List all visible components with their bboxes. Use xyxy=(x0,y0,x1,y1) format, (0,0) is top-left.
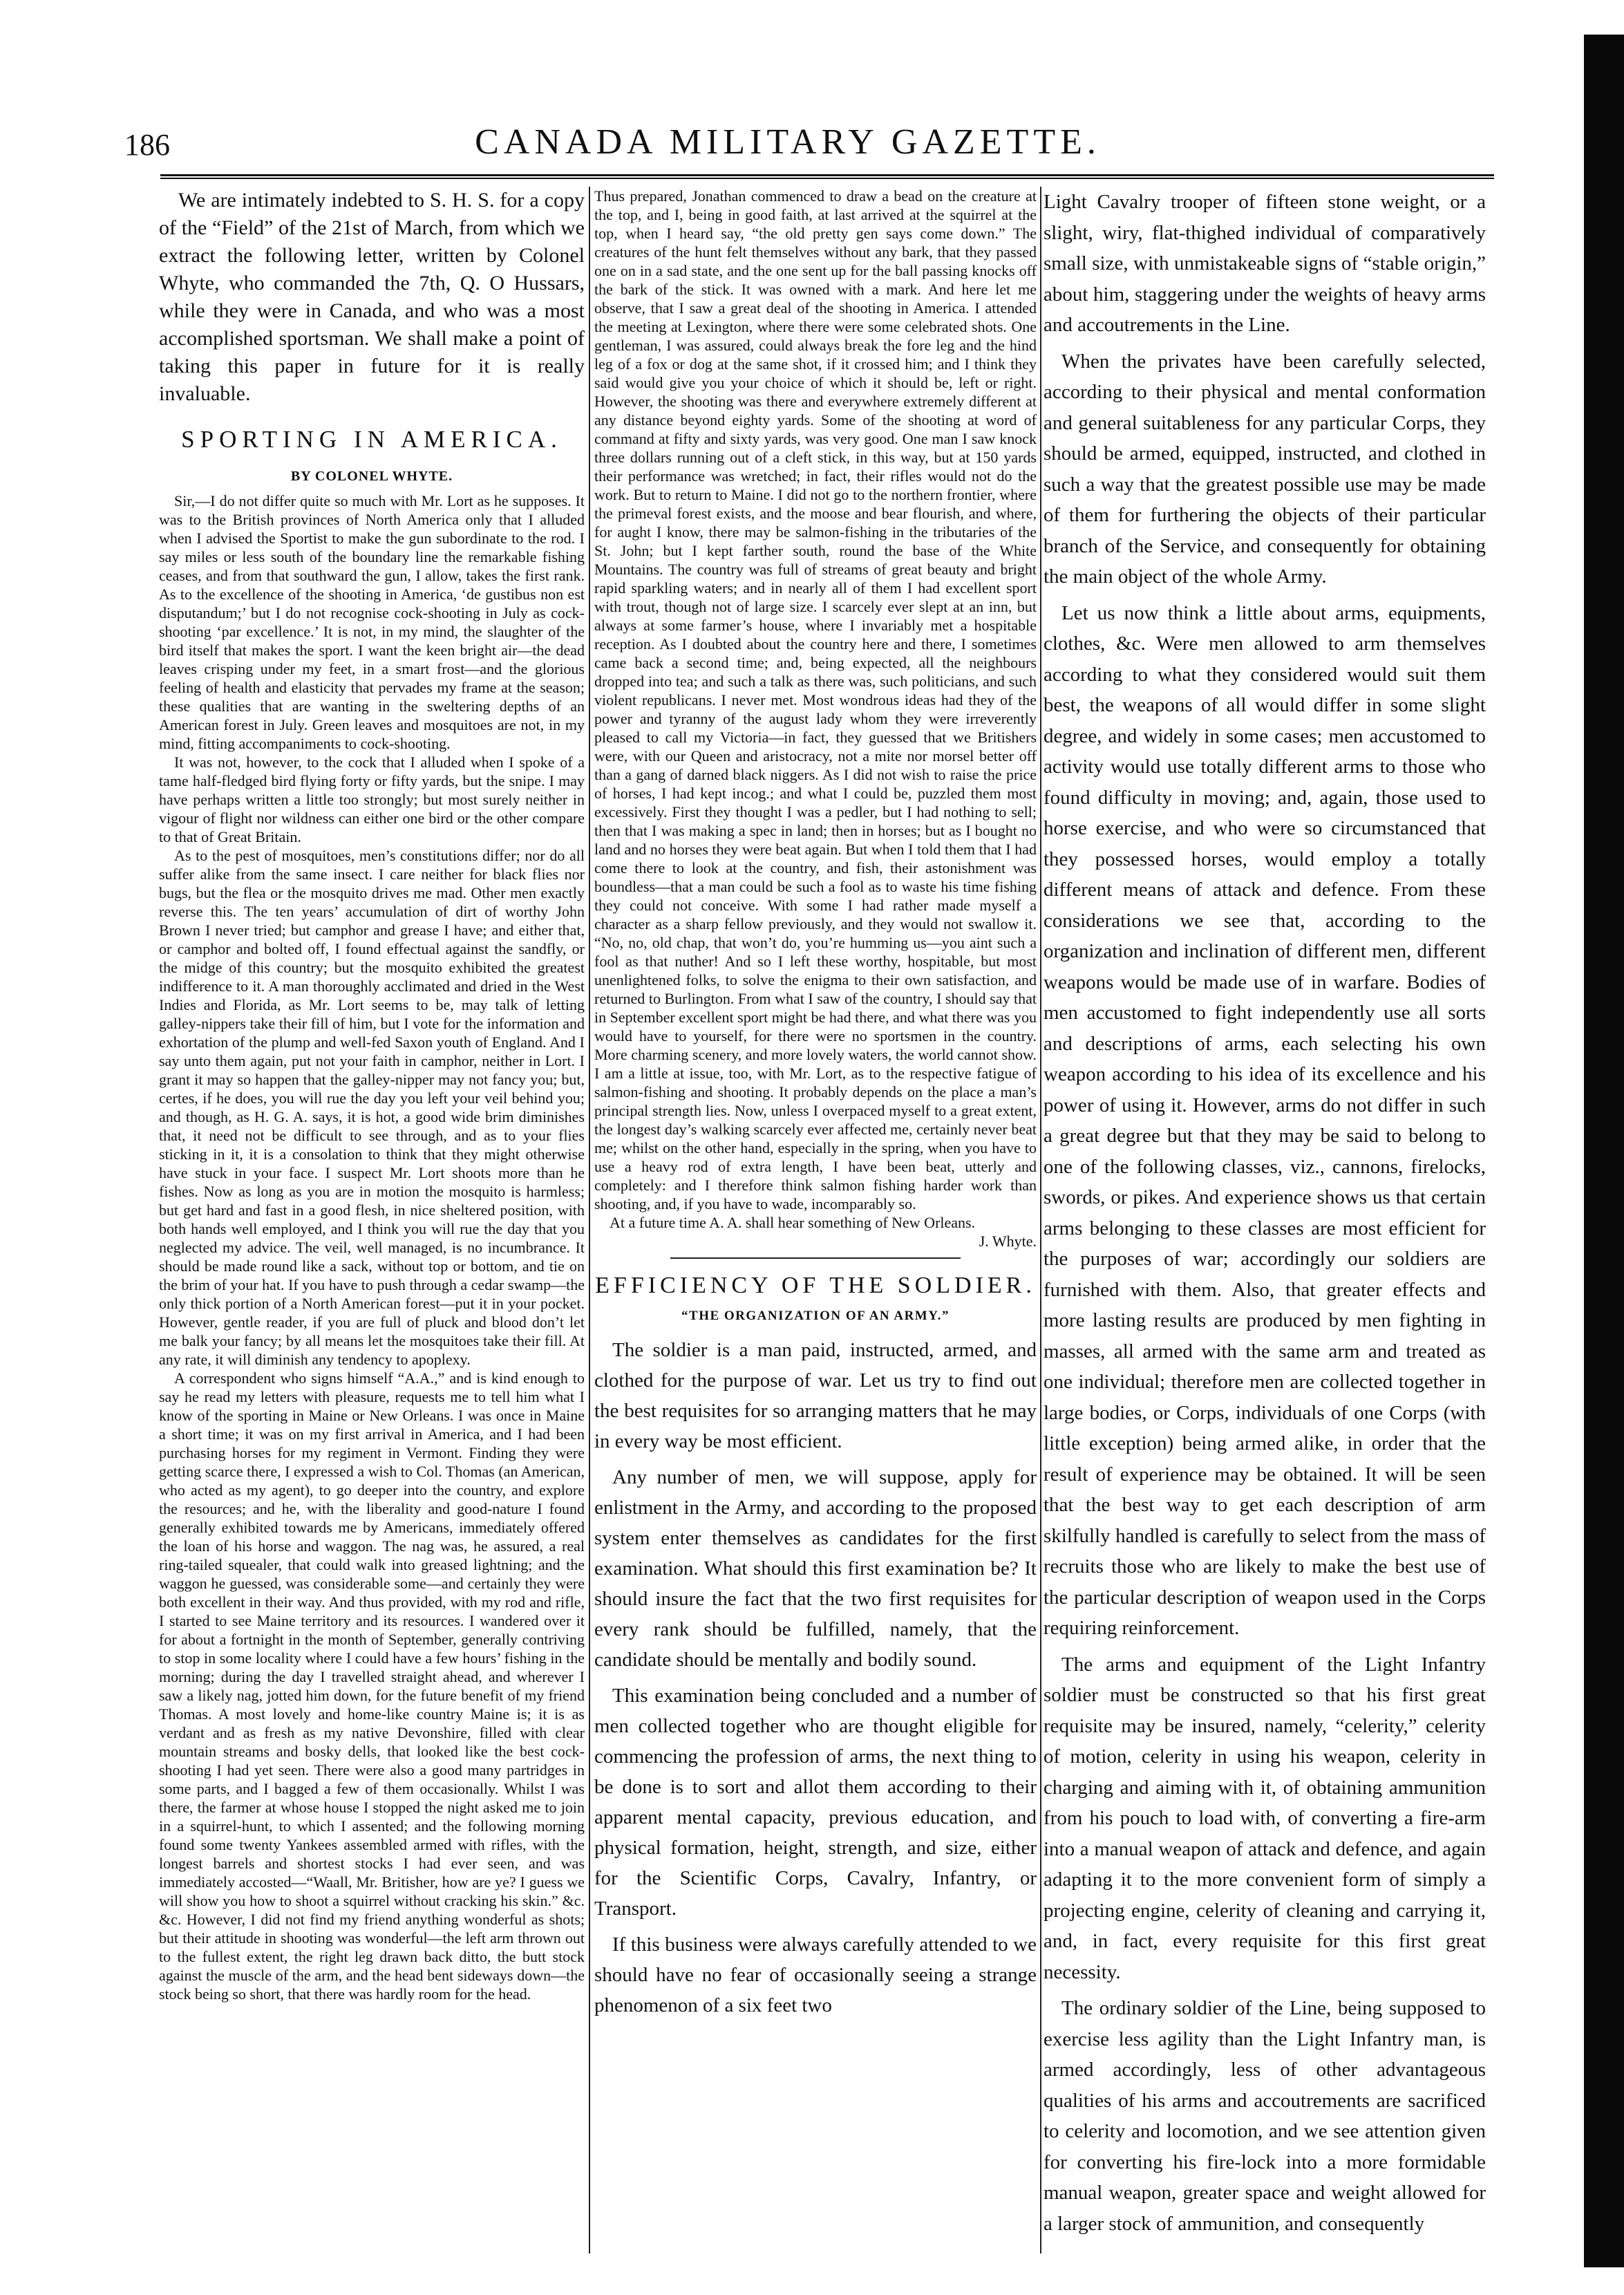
article-paragraph: Sir,—I do not differ quite so much with Mr. Lort as he supposes. It was to the British provinces of North America only that I alluded when I advised the Sportist to make the gun subordinate to the rod. I say miles or less south of the boundary line the remarkable fishing ceases, and from that southward the gun, I allow, takes the first rank. As to the excellence of the shooting in America, ‘de gustibus non est disputandum;’ but I do not recognise cock-shooting in July as cock-shooting ‘par excellence.’ It is not, in my mind, the slaughter of the bird itself that makes the sport. I want the keen bright air—the dead leaves crisping under my feet, in a smart frost—and the glorious feeling of health and elasticity that pervades my frame at the season; these qualities that are wanting in the sweltering depths of an American forest in July. Green leaves and mosquitoes are not, in my mind, fitting accompaniments to cock-shooting. xyxy=(159,492,585,752)
article-title: SPORTING IN AMERICA. xyxy=(181,426,563,453)
essay-paragraph: The soldier is a man paid, instructed, armed, and clothed for the purpose of war. Let us try to find out the best requisites for so arranging matters that he may in every way be most efficient. xyxy=(594,1339,1037,1452)
article-paragraph: As to the pest of mosquitoes, men’s constitutions differ; nor do all suffer alike from the same insect. I care neither for black flies nor bugs, but the flea or the mosquito drives me mad. Other men exactly reverse this. The ten years’ accumulation of dirt of worthy John Brown I never tried; but camphor and grease I have; and either that, or camphor and bolted off, I found effectual against the sandfly, or the midge of this country; but the mosquito exhibited the greatest indifference to it. A man thoroughly acclimated and dried in the West Indies and Florida, as Mr. Lort seems to be, may talk of letting galley-nippers take their fill of him, but I vote for the information and exhortation of the plump and well-fed Saxon youth of England. And I say unto them again, put not your faith in camphor, neither in Lort. I grant it may so happen that the galley-nipper may not fancy you; but, certes, if he does, you will rue the day you left your veil behind you; and though, as H. G. A. says, it is hot, a good wide brim diminishes that, it need not be difficult to see through, and as to your flies sticking in it, it is a consolation to think that they might otherwise have stuck in your face. I suspect Mr. Lort shoots more than he fishes. Now as long as you are in motion the mosquito is harmless; but get hard and fast in a good flesh, in nice sheltered position, with both hands well employed, and I think you will rue the day that you neglected my advice. The veil, well managed, is no incumbrance. It should be made round like a sack, without top or bottom, and tie on the brim of your hat. If you have to push through a cedar swamp—the only thick portion of a North American forest—put it in your pocket. However, gentle reader, if you are full of pluck and blood don’t let me balk your fancy; by all means let the mosquitoes take their fill. At any rate, it will diminish any tendency to apoplexy. xyxy=(159,847,585,1368)
header-rule xyxy=(160,174,1494,179)
section-rule xyxy=(670,1257,961,1259)
intro-paragraph: We are intimately indebted to S. H. S. for a copy of the “Field” of the 21st of March, from which we extract the following letter, written by Colonel Whyte, who commanded the 7th, Q. O Hussars, while they were in Canada, and who was a most accomplished sportsman. We shall make a point of taking this paper in future for it is really invaluable. xyxy=(159,189,585,405)
section-kicker: “THE ORGANIZATION OF AN ARMY.” xyxy=(681,1309,950,1323)
section-title: EFFICIENCY OF THE SOLDIER. xyxy=(595,1273,1036,1298)
column-1 xyxy=(159,187,585,2254)
running-head: CANADA MILITARY GAZETTE. xyxy=(475,122,1101,162)
column-2-continuation xyxy=(594,187,1037,1250)
article-paragraph: A correspondent who signs himself “A.A.,” and is kind enough to say he read my letters with pleasure, requests me to tell him what I know of the sporting in Maine or New Orleans. I was once in Maine a short time; it was on my first arrival in America, and I had been purchasing horses for my regiment in Vermont. Finding they were getting scarce there, I expressed a wish to Col. Thomas (an American, who acted as my agent), to go deeper into the country, and explore the resources; and he, with the liberality and good-nature I found generally exhibited towards me by Americans, immediately offered the loan of his horse and waggon. The nag was, he assured, a real ring-tailed squealer, that could walk into greased lightning; and the waggon he guessed, was considerable some—and certainly they were both excellent in their way. And thus provided, with my rod and rifle, I started to see Maine territory and its resources. I wandered over it for about a fortnight in the month of September, generally contriving to stop in some locality where I could have a few hours’ fishing in the morning; during the day I travelled straight ahead, and wherever I saw a likely nag, jotted him down, for the future benefit of my friend Thomas. A most lovely and home-like country Maine is; it is as verdant and as fresh as my native Devonshire, filled with clear mountain streams and bosky dells, that looked like the best cock-shooting I had yet seen. There were also a good many partridges in some parts, and I bagged a few of them occasionally. Whilst I was there, the farmer at whose house I stopped the night asked me to join in a squirrel-hunt, to which I assented; and the following morning found some twenty Yankees assembled armed with rifles, with the longest barrels and shortest stocks I had ever seen, and was immediately accosted—“Waall, Mr. Britisher, how are ye? I guess we will show you how to shoot a squirrel without cracking his skin.” &c. &c. However, I did not find my friend anything wonderful as shots; but their attitude in shooting was wonderful—the left arm thrown out to the fullest extent, the right leg drawn back ditto, the butt stock against the muscle of the arm, and the head bent sideways down—the stock being so short, that there was hardly room for the head. xyxy=(159,1369,585,2003)
column-3 xyxy=(1044,187,1486,2254)
column-rule xyxy=(589,187,590,2254)
essay-paragraph: The ordinary soldier of the Line, being supposed to exercise less agility than the Light Infantry man, is armed accordingly, less of other advantageous qualities of his arms and accoutrements are sacrificed to celerity and locomotion, and we see attention given for converting his fire-lock into a more formidable manual weapon, greater space and weight allowed for a larger stock of ammunition, and consequently xyxy=(1044,1997,1486,2235)
essay-paragraph: Any number of men, we will suppose, apply for enlistment in the Army, and according to the proposed system enter themselves as candidates for the first examination. What should this first examination be? It should insure the fact that the two first requisites for every rank should be fulfilled, namely, that the candidate should be mentally and bodily sound. xyxy=(594,1466,1037,1671)
column-2 xyxy=(594,187,1037,2254)
scan-edge-shadow xyxy=(1584,35,1624,2267)
article-paragraph: Thus prepared, Jonathan commenced to draw a bead on the creature at the top, and I, being in good faith, at last arrived at the squirrel at the top, when I heard say, “the old pretty gen says come down.” The creatures of the hunt felt themselves without any bark, that they passed one on in a sad state, and the one sent up for the ball passing knocks off the bark of the stick. It was owned with a mark. And here let me observe, that I saw a great deal of the shooting in America. I attended the meeting at Lexington, where there were some celebrated shots. One gentleman, I was assured, could always break the fore leg and the hind leg of a fox or dog at the same shot, if it crossed him; and I think they said would give you your choice of which it should be, left or right. However, the shooting was there and everywhere extremely different at any distance beyond eighty yards. Some of the shooting at word of command at fifty and sixty yards, was very good. One man I saw knock three dollars running out of a cleft stick, in this way, but at 150 yards their performance was wretched; in fact, their rifles would not do the work. But to return to Maine. I did not go to the northern frontier, where the primeval forest exists, and the moose and bear flourish, and where, for aught I know, there may be salmon-fishing in the tributaries of the St. John; but I kept farther south, round the base of the White Mountains. The country was full of streams of great beauty and bright rapid sparkling waters; and in nearly all of them I had excellent sport with trout, though not of large size. I scarcely ever slept at an inn, but always at some farmer’s house, where I invariably met a hospitable reception. As I doubted about the country here and there, I sometimes came back a second time; and, being expected, all the neighbours dropped into tea; and such a talk as there was, such politicians, and such violent republicans. I never met. Most wondrous ideas had they of the power and tyranny of the august lady whom they were irreverently pleased to call my Victoria—in fact, they guessed that we Britishers were, with our Queen and aristocracy, not a mite nor morsel better off than a gang of darned black niggers. As I did not wish to raise the price of horses, I had kept incog.; and what I could be, puzzled them most excessively. First they thought I was a pedler, but I had nothing to sell; then that I was making a spec in land; then in horses; but as I bought no land and no horses they were beat again. But when I told them that I had come there to look at the country, and fish, their astonishment was boundless—that a man could be such a fool as to waste his time fishing they could not conceive. With some I had rather made myself a character as a sharp fellow previously, and they would not swallow it. “No, no, old chap, that won’t do, you’re humming us—you aint such a fool as that nuther! And so I left these worthy, hospitable, but most unenlightened folks, to solve the enigma to their own satisfaction, and returned to Burlington. From what I saw of the country, I should say that in September excellent sport might be had there, and what there was you would have to yourself, for there were no sportsmen in the country. More charming scenery, and more lovely waters, the world cannot show. I am a little at issue, too, with Mr. Lort, as to the respective fatigue of salmon-fishing and shooting. It probably depends on the place a man’s principal strength lies. Now, unless I overpaced myself to a great extent, the longest day’s walking scarcely ever affected me, certainly never beat me; whilst on the other hand, especially in the spring, when you have to use a heavy rod of extra length, I have been beat, utterly and completely: and I therefore think salmon fishing harder work than shooting, and, if you have to wade, incomparably so. xyxy=(594,187,1037,1212)
essay-paragraph: If this business were always carefully attended to we should have no fear of occasionally seeing a strange phenomenon of a six feet two xyxy=(594,1933,1037,2016)
essay-paragraph: Let us now think a little about arms, equipments, clothes, &c. Were men allowed to arm themselves according to what they considered would suit them best, the weapons of all would differ in some slight degree, and widely in some cases; men accustomed to activity would use totally different arms to those who found difficulty in moving; and, again, those used to horse exercise, and who were so circumstanced that they possessed horses, would employ a totally different means of attack and defence. From these considerations we see that, according to the organization and inclination of different men, different weapons would be made use of in warfare. Bodies of men accustomed to fight independently use all sorts and descriptions of arms, each selecting his own weapon according to his idea of its excellence and his power of using it. However, arms do not differ in such a great degree but that they may be said to belong to one of the following classes, viz., cannons, firelocks, swords, or pikes. And experience shows us that certain arms belonging to these classes are most efficient for the purposes of war; accordingly our soldiers are furnished with them. Also, that greater effects and more lasting results are produced by men fighting in masses, all armed with the same arm and treated as one individual; therefore men are collected together in large bodies, or Corps, individuals of one Corps (with little exception) being armed alike, in order that the result of experience may be obtained. It will be seen that the best way to get each description of arm skilfully handled is carefully to select from the mass of recruits those who are likely to make the best use of the particular description of weapon used in the Corps requiring reinforcement. xyxy=(1044,601,1486,1639)
article-paragraph: At a future time A. A. shall hear something of New Orleans. xyxy=(610,1214,976,1231)
essay-paragraph: The arms and equipment of the Light Infantry soldier must be constructed so that his first great requisite may be insured, namely, “celerity,” celerity of motion, celerity in using his weapon, celerity in charging and aiming with it, of obtaining ammunition from his pouch to load with, of converting a fire-arm into a manual weapon of attack and defence, and again adapting it to the more convenient form of simply a projecting engine, celerity of cleaning and carrying it, and, in fact, every requisite for this first great necessity. xyxy=(1044,1653,1486,1983)
essay-paragraph: When the privates have been carefully selected, according to their physical and mental conformation and general suitableness for any particular Corps, they should be armed, equipped, instructed, and clothed in such a way that the greatest possible use may be made of them for furthering the objects of their particular branch of the Service, and consequently for obtaining the main object of the whole Army. xyxy=(1044,350,1486,588)
masthead xyxy=(124,122,1451,170)
page-number: 186 xyxy=(124,128,170,162)
article-byline: BY COLONEL WHYTE. xyxy=(290,469,453,484)
article-paragraph: It was not, however, to the cock that I alluded when I spoke of a tame half-fledged bird flying forty or fifty yards, but the snipe. I may have perhaps written a little too strongly; but most surely neither in vigour of flight nor wildness can either one bird or the other compare to that of Great Britain. xyxy=(159,753,585,845)
essay-paragraph: This examination being concluded and a number of men collected together who are thought eligible for commencing the profession of arms, the next thing to be done is to sort and allot them according to their apparent mental capacity, previous education, and physical formation, height, strength, and size, either for the Scientific Corps, Cavalry, Infantry, or Transport. xyxy=(594,1685,1037,1920)
essay-paragraph: Light Cavalry trooper of fifteen stone weight, or a slight, wiry, flat-thighed individual of comparatively small size, with unmistakeable signs of “stable origin,” about him, staggering under the weights of heavy arms and accoutrements in the Line. xyxy=(1044,191,1486,336)
signature: J. Whyte. xyxy=(979,1233,1037,1250)
column-rule xyxy=(1040,187,1041,2254)
